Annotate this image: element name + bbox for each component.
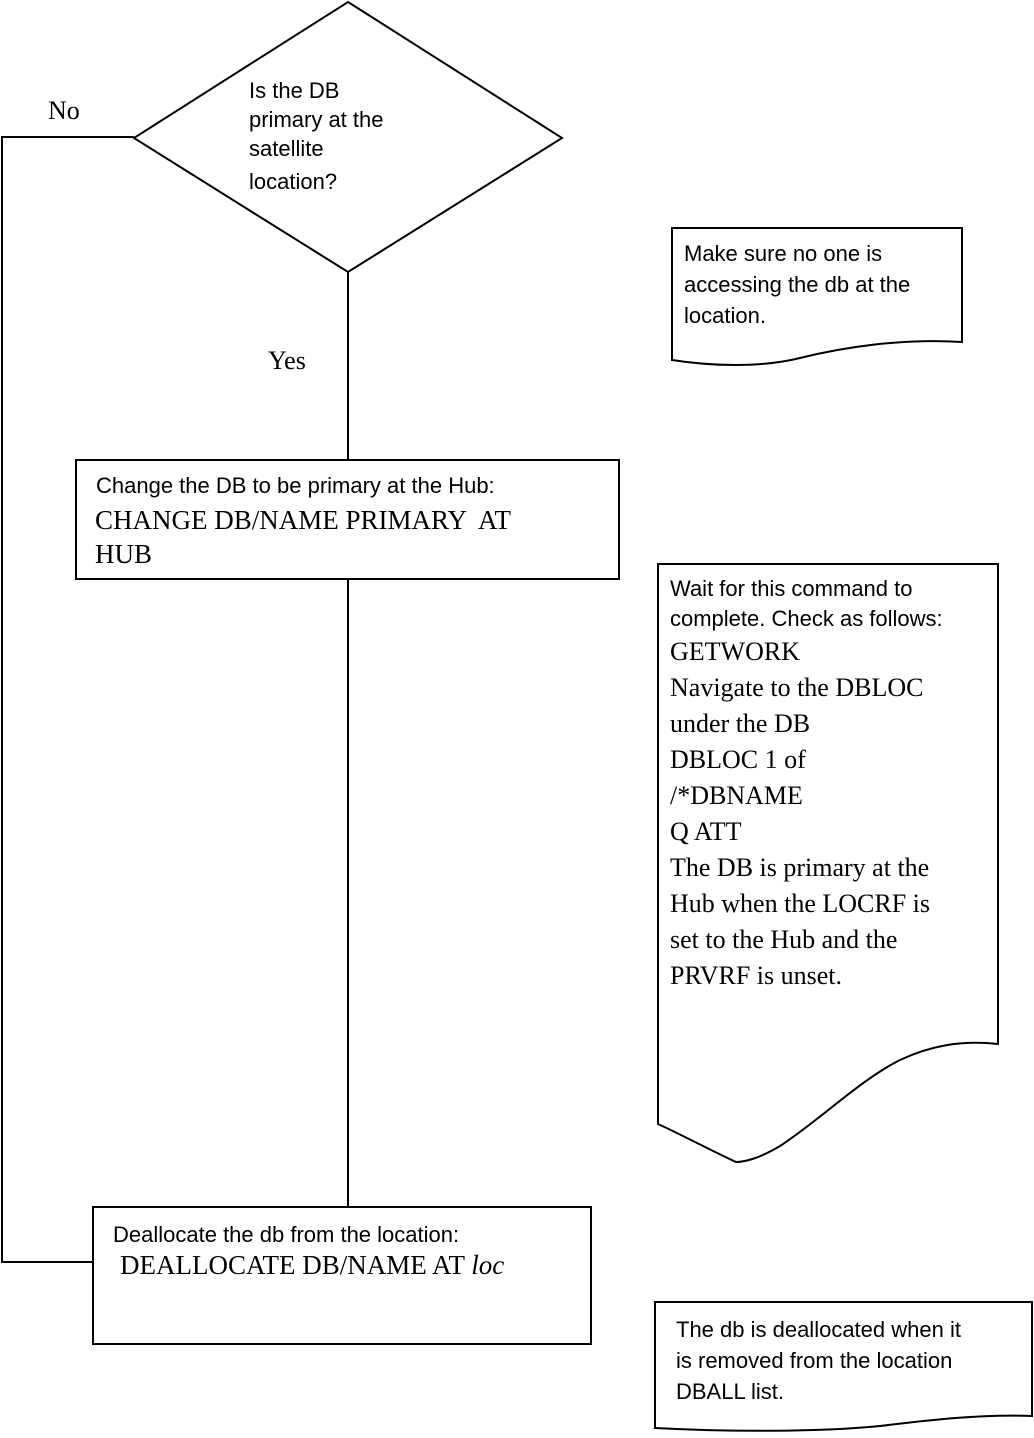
note-wait-detail-8: Hub when the LOCRF is [670,889,930,918]
note-deallocated-line-2: is removed from the location [676,1348,953,1373]
note-wait-detail-5: /*DBNAME [670,781,803,810]
note-wait-detail-4: DBLOC 1 of [670,745,806,774]
note-access-line-3: location. [684,303,766,328]
note-wait-intro-line-2: complete. Check as follows: [670,606,943,631]
note-wait-detail-2: Navigate to the DBLOC [670,673,924,702]
note-wait-details [670,634,930,994]
decision-line-1: Is the DB [249,78,340,103]
note-wait-intro [670,574,943,634]
note-deallocated-text [676,1314,961,1407]
decision-line-2: primary at the [249,107,384,132]
deallocate-process-box [92,1206,592,1345]
deallocate-instruction: Deallocate the db from the location: [113,1222,460,1247]
change-primary-command [95,503,511,571]
no-label: No [48,96,80,125]
change-primary-process-box [75,459,620,580]
note-wait-intro-line-1: Wait for this command to [670,576,913,601]
decision-line-4: location? [249,169,338,194]
decision-line-3: satellite [249,136,324,161]
note-wait-detail-7: The DB is primary at the [670,853,930,882]
note-deallocated-line-3: DBALL list. [676,1379,785,1404]
decision-text [249,76,384,196]
change-command-line-2: HUB [95,539,153,569]
note-deallocated-line-1: The db is deallocated when it [676,1317,961,1342]
yes-label: Yes [268,346,306,375]
note-access-line-1: Make sure no one is [684,241,883,266]
note-wait-detail-1: GETWORK [670,637,800,666]
note-wait-detail-3: under the DB [670,709,811,738]
note-access-line-2: accessing the db at the [684,272,911,297]
deallocate-command-text: DEALLOCATE DB/NAME AT [120,1250,465,1280]
deallocate-command [120,1248,504,1282]
note-wait-detail-10: PRVRF is unset. [670,961,843,990]
no-branch-connector [2,137,134,1262]
change-primary-instruction: Change the DB to be primary at the Hub: [96,473,495,498]
note-wait-detail-9: set to the Hub and the [670,925,898,954]
deallocate-command-param: loc [471,1250,505,1280]
note-wait-detail-6: Q ATT [670,817,742,846]
note-access-text [684,238,910,331]
change-command-line-1: CHANGE DB/NAME PRIMARY AT [95,505,512,535]
